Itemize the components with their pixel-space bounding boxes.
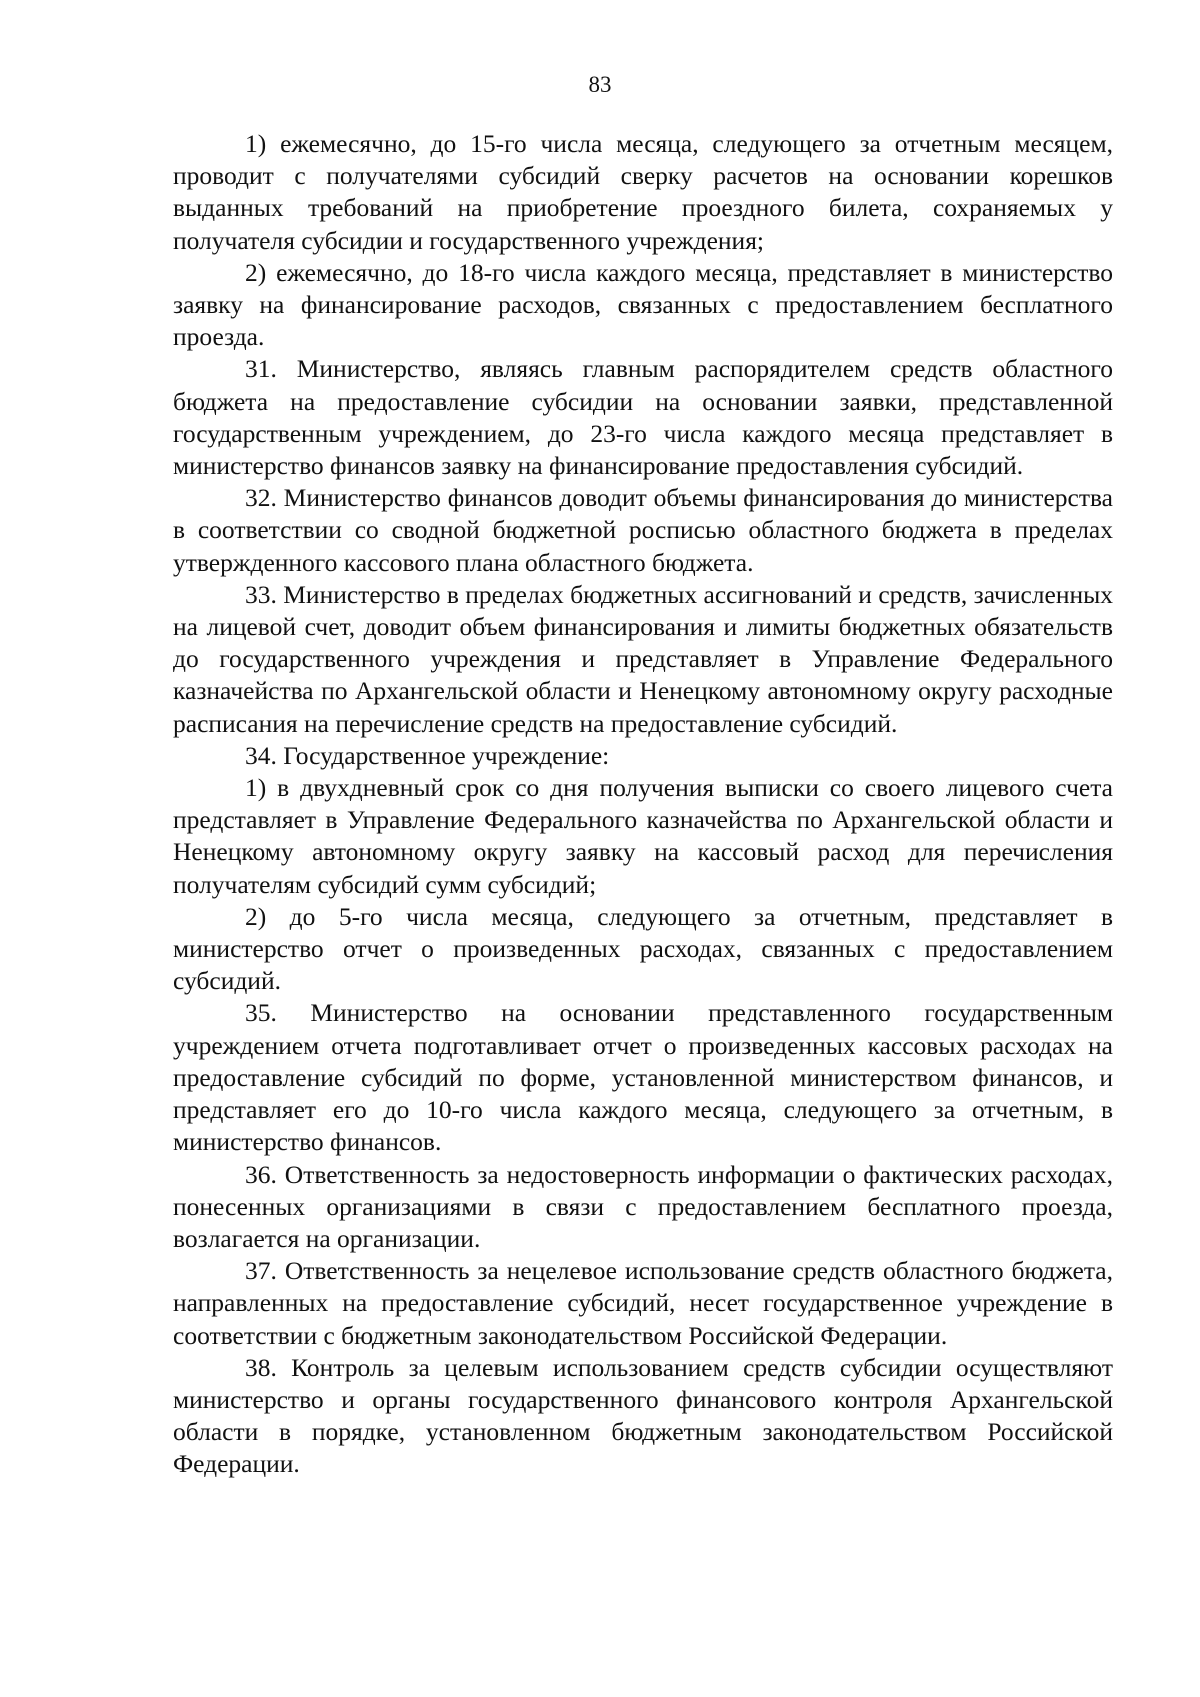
page-number: 83 bbox=[588, 72, 612, 97]
paragraph-31: 31. Министерство, являясь главным распорядителем средств областного бюджета на предоставление субсидии на основании заявки, представленной государственным учреждением, до 23-го числа каждого месяца представляет в министерство финансов заявку на финансирование предоставления субсидий. bbox=[173, 354, 1113, 481]
paragraph-37: 37. Ответственность за нецелевое использование средств областного бюджета, направленных на предоставление субсидий, несет государственное учреждение в соответствии с бюджетным законодательством Российской Федерации. bbox=[173, 1256, 1113, 1350]
paragraph-38: 38. Контроль за целевым использованием средств субсидии осуществляют министерство и органы государственного финансового контроля Архангельской области в порядке, установленном бюджетным законодательством Российской Федерации. bbox=[173, 1352, 1113, 1479]
paragraph-item-1-monthly-reconciliation: 1) ежемесячно, до 15-го числа месяца, следующего за отчетным месяцем, проводит с получателями субсидий сверку расчетов на основании корешков выданных требований на приобретение проездного билета, сохраняемых у получателя субсидии и государственного учреждения; bbox=[173, 129, 1113, 255]
document-body bbox=[173, 128, 1113, 1481]
paragraph-35: 35. Министерство на основании представленного государственным учреждением отчета подготавливает отчет о произведенных кассовых расходах на предоставление субсидий по форме, установленной министерством финансов, и представляет его до 10-го числа каждого месяца, следующего за отчетным, в министерство финансов. bbox=[173, 998, 1113, 1157]
paragraph-36: 36. Ответственность за недостоверность информации о фактических расходах, понесенных организациями в связи с предоставлением бесплатного проезда, возлагается на организации. bbox=[173, 1159, 1113, 1253]
paragraph-item-2-funding-request: 2) ежемесячно, до 18-го числа каждого месяца, представляет в министерство заявку на финансирование расходов, связанных с предоставлением бесплатного проезда. bbox=[173, 257, 1113, 352]
paragraph-34-item-2: 2) до 5-го числа месяца, следующего за отчетным, представляет в министерство отчет о произведенных расходах, связанных с предоставлением субсидий. bbox=[173, 901, 1113, 996]
paragraph-33: 33. Министерство в пределах бюджетных ассигнований и средств, зачисленных на лицевой счет, доводит объем финансирования и лимиты бюджетных обязательств до государственного учреждения и представляет в Управление Федерального казначейства по Архангельской области и Ненецкому автономному округу расходные расписания на перечисление средств на предоставление субсидий. bbox=[173, 579, 1113, 738]
paragraph-34-item-1: 1) в двухдневный срок со дня получения выписки со своего лицевого счета представляет в Управление Федерального казначейства по Архангельской области и Ненецкому автономному округу заявку на кассовый расход для перечисления получателям субсидий сумм субсидий; bbox=[173, 773, 1113, 899]
paragraph-34: 34. Государственное учреждение: bbox=[245, 740, 610, 770]
paragraph-32: 32. Министерство финансов доводит объемы финансирования до министерства в соответствии со сводной бюджетной росписью областного бюджета в пределах утвержденного кассового плана областного бюджета. bbox=[173, 483, 1113, 577]
